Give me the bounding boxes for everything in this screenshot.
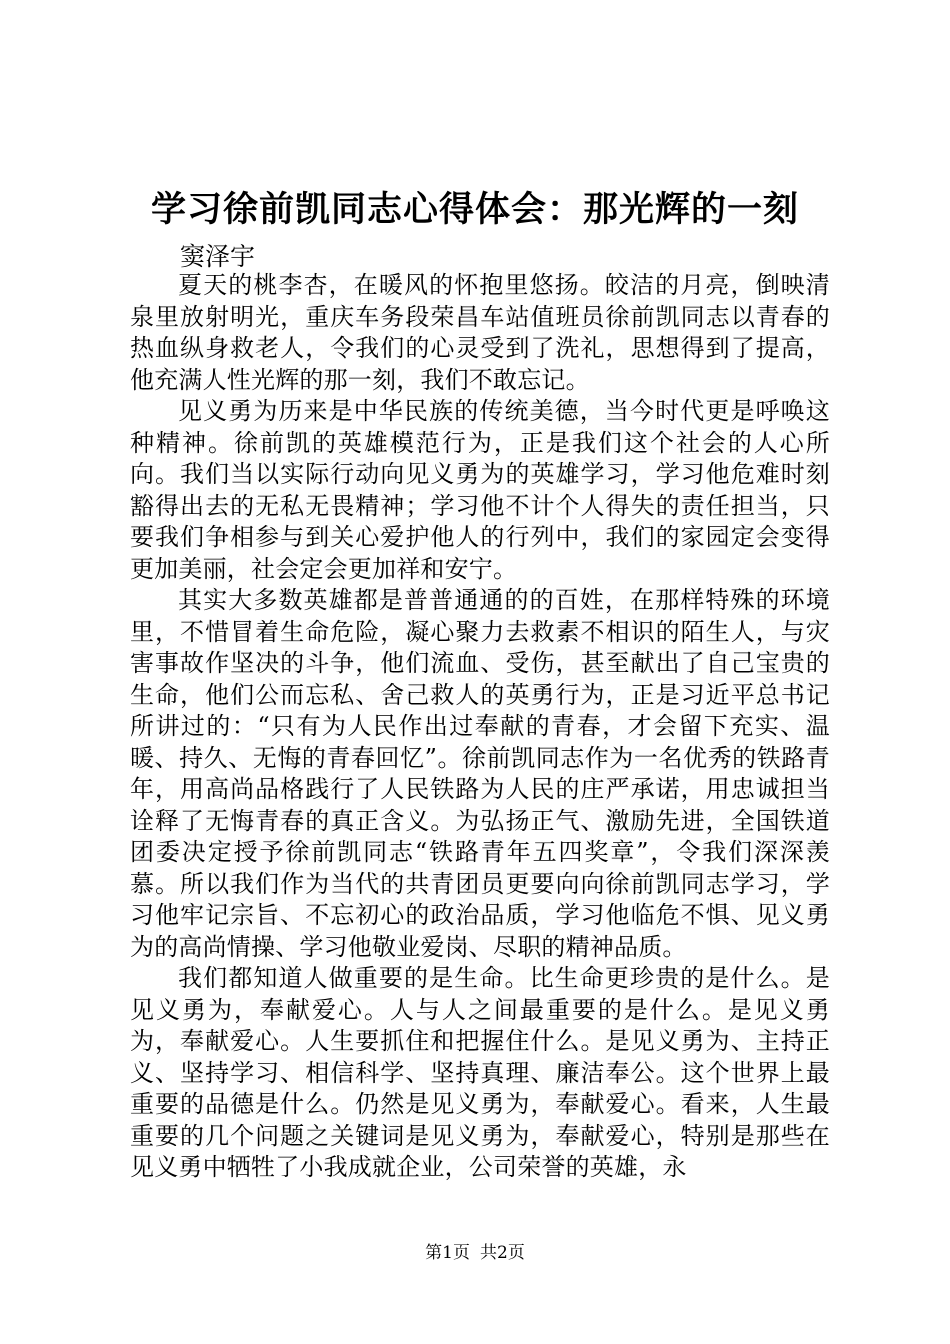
page-total: 共2页 xyxy=(480,1243,525,1263)
document-body xyxy=(130,270,830,1184)
page-number: 第1页 xyxy=(425,1243,470,1263)
author-name: 窦泽宇 xyxy=(180,242,256,271)
paragraph: 其实大多数英雄都是普普通通的的百姓，在那样特殊的环境里，不惜冒着生命危险，凝心聚力去救素不相识的陌生人，与灾害事故作坚决的斗争，他们流血、受伤，甚至献出了自己宝贵的生命，他们公而忘私、舍己救人的英勇行为，正是习近平总书记所讲过的：“只有为人民作出过奉献的青春，才会留下充实、温暖、持久、无悔的青春回忆”。徐前凯同志作为一名优秀的铁路青年，用高尚品格践行了人民铁路为人民的庄严承诺，用忠诚担当诠释了无悔青春的真正含义。为弘扬正气、激励先进，全国铁道团委决定授予徐前凯同志“铁路青年五四奖章”，令我们深深羡慕。所以我们作为当代的共青团员更要向向徐前凯同志学习，学习他牢记宗旨、不忘初心的政治品质，学习他临危不惧、见义勇为的高尚情操、学习他敬业爱岗、尽职的精神品质。 xyxy=(130,586,830,961)
paragraph: 我们都知道人做重要的是生命。比生命更珍贵的是什么。是见义勇为，奉献爱心。人与人之间最重要的是什么。是见义勇为，奉献爱心。人生要抓住和把握住什么。是见义勇为、主持正义、坚持学习、相信科学、坚持真理、廉洁奉公。这个世界上最重要的品德是什么。仍然是见义勇为，奉献爱心。看来，人生最重要的几个问题之关键词是见义勇为，奉献爱心，特别是那些在见义勇中牺牲了小我成就企业，公司荣誉的英雄，永 xyxy=(130,964,830,1181)
document-title: 学习徐前凯同志心得体会：那光辉的一刻 xyxy=(150,189,799,230)
paragraph: 见义勇为历来是中华民族的传统美德，当今时代更是呼唤这种精神。徐前凯的英雄模范行为，正是我们这个社会的人心所向。我们当以实际行动向见义勇为的英雄学习，学习他危难时刻豁得出去的无私无畏精神；学习他不计个人得失的责任担当，只要我们争相参与到关心爱护他人的行列中，我们的家园定会变得更加美丽，社会定会更加祥和安宁。 xyxy=(130,397,830,583)
page-footer xyxy=(0,1242,950,1264)
paragraph: 夏天的桃李杏，在暖风的怀抱里悠扬。皎洁的月亮，倒映清泉里放射明光，重庆车务段荣昌车站值班员徐前凯同志以青春的热血纵身救老人，令我们的心灵受到了洗礼，思想得到了提高，他充满人性光辉的那一刻，我们不敢忘记。 xyxy=(130,271,830,394)
